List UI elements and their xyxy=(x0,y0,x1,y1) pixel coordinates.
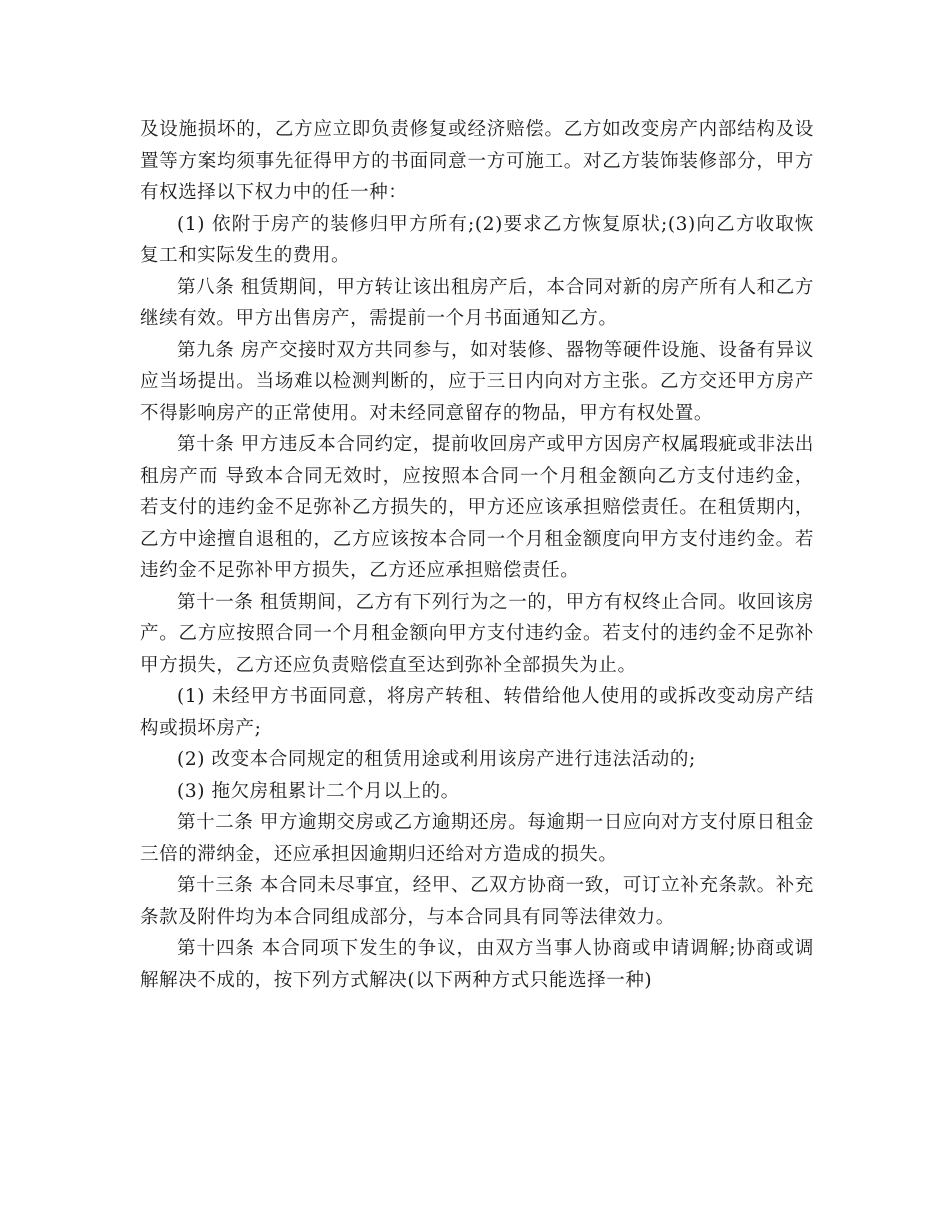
paragraph-1: (1) 依附于房产的装修归甲方所有;(2)要求乙方恢复原状;(3)向乙方收取恢复工和实际发生的费用。 xyxy=(140,213,814,266)
paragraph-0: 及设施损坏的，乙方应立即负责修复或经济赔偿。乙方如改变房产内部结构及设置等方案均须事先征得甲方的书面同意一方可施工。对乙方装饰装修部分，甲方有权选择以下权力中的任一种： xyxy=(140,119,814,203)
paragraph-9: 第十二条 甲方逾期交房或乙方逾期还房。每逾期一日应向对方支付原日租金三倍的滞纳金，还应承担因逾期归还给对方造成的损失。 xyxy=(140,812,814,865)
paragraph-3: 第九条 房产交接时双方共同参与，如对装修、器物等硬件设施、设备有异议应当场提出。当场难以检测判断的，应于三日内向对方主张。乙方交还甲方房产不得影响房产的正常使用。对未经同意留存的物品，甲方有权处置。 xyxy=(140,339,814,424)
document-page xyxy=(140,114,814,996)
paragraph-8: (3) 拖欠房租累计二个月以上的。 xyxy=(177,780,460,802)
paragraph-5: 第十一条 租赁期间，乙方有下列行为之一的，甲方有权终止合同。收回该房产。乙方应按照合同一个月租金额向甲方支付违约金。若支付的违约金不足弥补甲方损失，乙方还应负责赔偿直至达到弥补全部损失为止。 xyxy=(140,591,814,676)
paragraph-11: 第十四条 本合同项下发生的争议，由双方当事人协商或申请调解;协商或调解解决不成的，按下列方式解决(以下两种方式只能选择一种) xyxy=(140,938,814,991)
paragraph-2: 第八条 租赁期间，甲方转让该出租房产后，本合同对新的房产所有人和乙方继续有效。甲方出售房产，需提前一个月书面通知乙方。 xyxy=(140,276,814,329)
paragraph-6: (1) 未经甲方书面同意，将房产转租、转借给他人使用的或拆改变动房产结构或损坏房产; xyxy=(140,686,814,739)
paragraph-7: (2) 改变本合同规定的租赁用途或利用该房产进行违法活动的; xyxy=(177,749,696,770)
paragraph-10: 第十三条 本合同未尽事宜，经甲、乙双方协商一致，可订立补充条款。补充条款及附件均为本合同组成部分，与本合同具有同等法律效力。 xyxy=(140,875,814,928)
paragraph-4: 第十条 甲方违反本合同约定，提前收回房产或甲方因房产权属瑕疵或非法出租房产而 导致本合同无效时，应按照本合同一个月租金额向乙方支付违约金，若支付的违约金不足弥补乙方损失的，甲方还应该承担赔偿责任。在租赁期内，乙方中途擅自退租的，乙方应该按本合同一个月租金额度向甲方支付违约金。若违约金不足弥补甲方损失，乙方还应承担赔偿责任。 xyxy=(140,434,814,581)
